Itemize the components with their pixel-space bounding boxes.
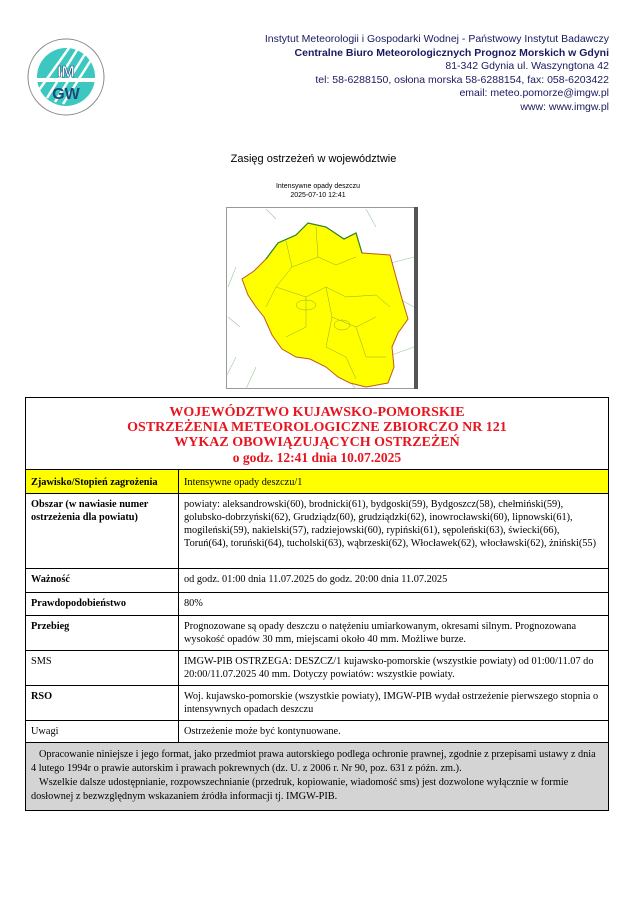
row-label: RSO	[26, 686, 179, 721]
distribution-text: Wszelkie dalsze udostępnianie, rozpowszechnianie (przedruk, kopiowanie, wiadomość sms) jest dozwolone wyłącznie w formie dosłownej z bezwzględnym wskazaniem źródła informacji tj. IMGW-PIB.	[31, 777, 569, 802]
row-value: od godz. 01:00 dnia 11.07.2025 do godz. 20:00 dnia 11.07.2025	[179, 569, 609, 593]
email: email: meteo.pomorze@imgw.pl	[459, 87, 609, 99]
imgw-logo	[27, 38, 105, 116]
table-row	[26, 569, 609, 593]
row-value: Prognozowane są opady deszczu o natężeniu umiarkowanym, okresami silnym. Prognozowana wysokość opadów 30 mm, miejscami około 40 mm. Możliwe burze.	[179, 616, 609, 651]
bulletin-number: OSTRZEŻENIA METEOROLOGICZNE ZBIORCZO NR 121	[127, 420, 507, 435]
table-row	[26, 470, 609, 494]
map-timestamp: 2025-07-10 12:41	[290, 192, 346, 199]
voivodeship-name: WOJEWÓDZTWO KUJAWSKO-POMORSKIE	[169, 405, 465, 420]
table-row	[26, 593, 609, 616]
row-value: powiaty: aleksandrowski(60), brodnicki(61), bydgoski(59), Bydgoszcz(58), chełmiński(59), golubsko-dobrzyński(62), Grudziądz(60), grudziądzki(62), inowrocławski(60), lipnowski(61), mogileński(59), nakielski(57), radziejowski(60), rypiński(61), sępoleński(63), świecki(66), Toruń(64), toruński(64), tucholski(63), wąbrzeski(62), Włocławek(62), włocławski(62), żniński(55)	[179, 494, 609, 569]
list-heading: WYKAZ OBOWIĄZUJĄCYCH OSTRZEŻEŃ	[174, 435, 460, 450]
row-value: 80%	[179, 593, 609, 616]
phone: tel: 58-6288150, osłona morska 58-6288154, fax: 058-6203422	[315, 73, 609, 86]
row-label: Przebieg	[26, 616, 179, 651]
website: www: www.imgw.pl	[520, 100, 609, 113]
row-label: SMS	[26, 651, 179, 686]
row-value: IMGW-PIB OSTRZEGA: DESZCZ/1 kujawsko-pomorskie (wszystkie powiaty) od 01:00/11.07 do 20:00/11.07.2025 40 mm. Dotyczy powiatów: wszystkie powiaty.	[179, 651, 609, 686]
institute-header	[265, 33, 609, 114]
row-value: Woj. kujawsko-pomorskie (wszystkie powiaty), IMGW-PIB wydał ostrzeżenie pierwszego stopnia o intensywnych opadach deszczu	[179, 686, 609, 721]
map-caption	[228, 182, 408, 200]
copyright-text: Opracowanie niniejsze i jego format, jako przedmiot prawa autorskiego podlega ochronie prawnej, zgodnie z przepisami ustawy z dnia 4 lutego 1994r o prawie autorskim i prawach pokrewnych (dz. U. z 2006 r. Nr 90, poz. 631 z późn. zm.).	[31, 749, 596, 774]
address: 81-342 Gdynia ul. Waszyngtona 42	[445, 60, 609, 72]
row-label: Prawdopodobieństwo	[26, 593, 179, 616]
section-title: Zasięg ostrzeżeń w województwie	[230, 153, 397, 165]
map-title: Intensywne opady deszczu	[275, 183, 361, 190]
row-label: Obszar (w nawiasie numer ostrzeżenia dla powiatu)	[26, 494, 179, 569]
table-row	[26, 686, 609, 721]
table-row	[26, 616, 609, 651]
table-row	[26, 494, 609, 569]
svg-text:IM: IM	[57, 64, 75, 81]
issue-time: o godz. 12:41 dnia 10.07.2025	[232, 450, 402, 465]
row-value: Intensywne opady deszczu/1	[179, 470, 609, 494]
row-label: Zjawisko/Stopień zagrożenia	[26, 470, 179, 494]
warning-title	[26, 398, 609, 470]
institute-name: Instytut Meteorologii i Gospodarki Wodnej - Państwowy Instytut Badawczy	[264, 33, 609, 45]
row-label: Ważność	[26, 569, 179, 593]
copyright-notice	[26, 743, 609, 811]
svg-text:GW: GW	[52, 86, 80, 103]
table-row	[26, 721, 609, 743]
table-row	[26, 651, 609, 686]
office-name: Centralne Biuro Meteorologicznych Prognoz Morskich w Gdyni	[294, 46, 609, 59]
row-value: Ostrzeżenie może być kontynuowane.	[179, 721, 609, 743]
warning-map	[226, 207, 418, 389]
warning-table	[25, 397, 609, 811]
row-label: Uwagi	[26, 721, 179, 743]
